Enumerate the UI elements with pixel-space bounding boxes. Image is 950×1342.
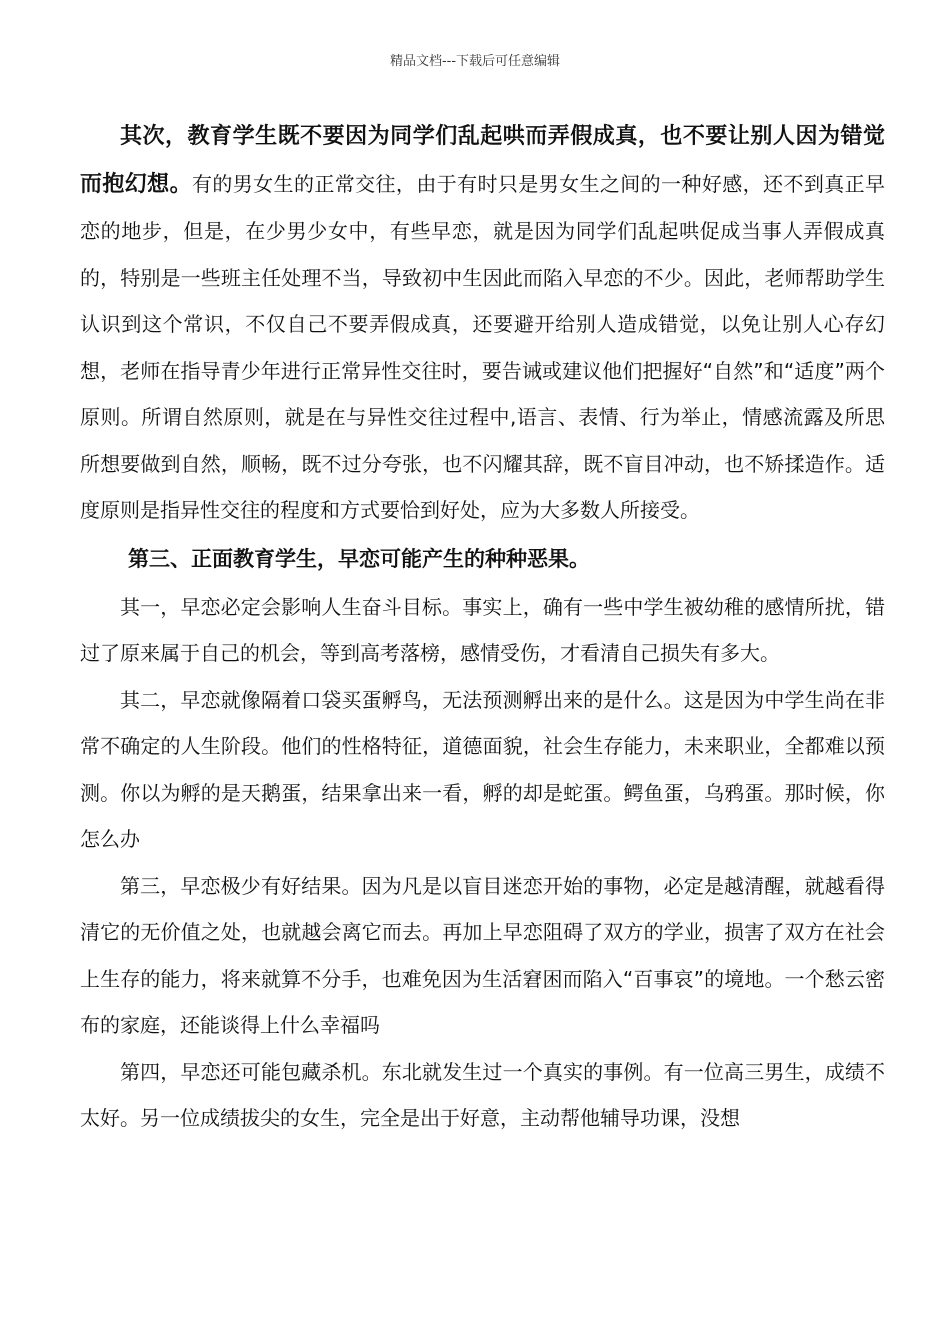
section-heading-third: 第三、正面教育学生，早恋可能产生的种种恶果。 bbox=[128, 546, 590, 571]
document-body bbox=[80, 113, 885, 1142]
paragraph-second-point bbox=[80, 113, 885, 534]
paragraph-third-consequence: 第三，早恋极少有好结果。因为凡是以盲目迷恋开始的事物，必定是越清醒，就越看得清它的无价值之处，也就越会离它而去。再加上早恋阻碍了双方的学业，损害了双方在社会上生存的能力，将来就算不分手，也难免因为生活窘困而陷入“百事哀”的境地。一个愁云密布的家庭，还能谈得上什么幸福吗 bbox=[80, 873, 885, 1037]
paragraph-second-consequence: 其二，早恋就像隔着口袋买蛋孵鸟，无法预测孵出来的是什么。这是因为中学生尚在非常不确定的人生阶段。他们的性格特征，道德面貌，社会生存能力，未来职业，全都难以预测。你以为孵的是天鹅蛋，结果拿出来一看，孵的却是蛇蛋。鳄鱼蛋，乌鸦蛋。那时候，你怎么办 bbox=[80, 687, 885, 851]
paragraph-fourth-consequence: 第四，早恋还可能包藏杀机。东北就发生过一个真实的事例。有一位高三男生，成绩不太好。另一位成绩拔尖的女生，完全是出于好意，主动帮他辅导功课，没想 bbox=[80, 1059, 885, 1130]
paragraph-lead-bold: 其次，教育学生既不要因为同学们乱起哄而弄假成真，也不要让别人因为错觉而抱幻想。 bbox=[80, 124, 885, 197]
paragraph-first-consequence: 其一，早恋必定会影响人生奋斗目标。事实上，确有一些中学生被幼稚的感情所扰，错过了原来属于自己的机会，等到高考落榜，感情受伤，才看清自己损失有多大。 bbox=[80, 594, 885, 665]
page-header: 精品文档---下载后可任意编辑 bbox=[389, 54, 561, 69]
paragraph-text: 有的男女生的正常交往，由于有时只是男女生之间的一种好感，还不到真正早恋的地步，但是，在少男少女中，有些早恋，就是因为同学们乱起哄促成当事人弄假成真的，特别是一些班主任处理不当，导致初中生因此而陷入早恋的不少。因此，老师帮助学生认识到这个常识，不仅自己不要弄假成真，还要避开给别人造成错觉，以免让别人心存幻想，老师在指导青少年进行正常异性交往时，要告诫或建议他们把握好“自然”和“适度”两个原则。所谓自然原则，就是在与异性交往过程中,语言、表情、行为举止，情感流露及所思所想要做到自然，顺畅，既不过分夸张，也不闪耀其辞，既不盲目冲动，也不矫揉造作。适度原则是指异性交往的程度和方式要恰到好处，应为大多数人所接受。 bbox=[80, 171, 885, 522]
